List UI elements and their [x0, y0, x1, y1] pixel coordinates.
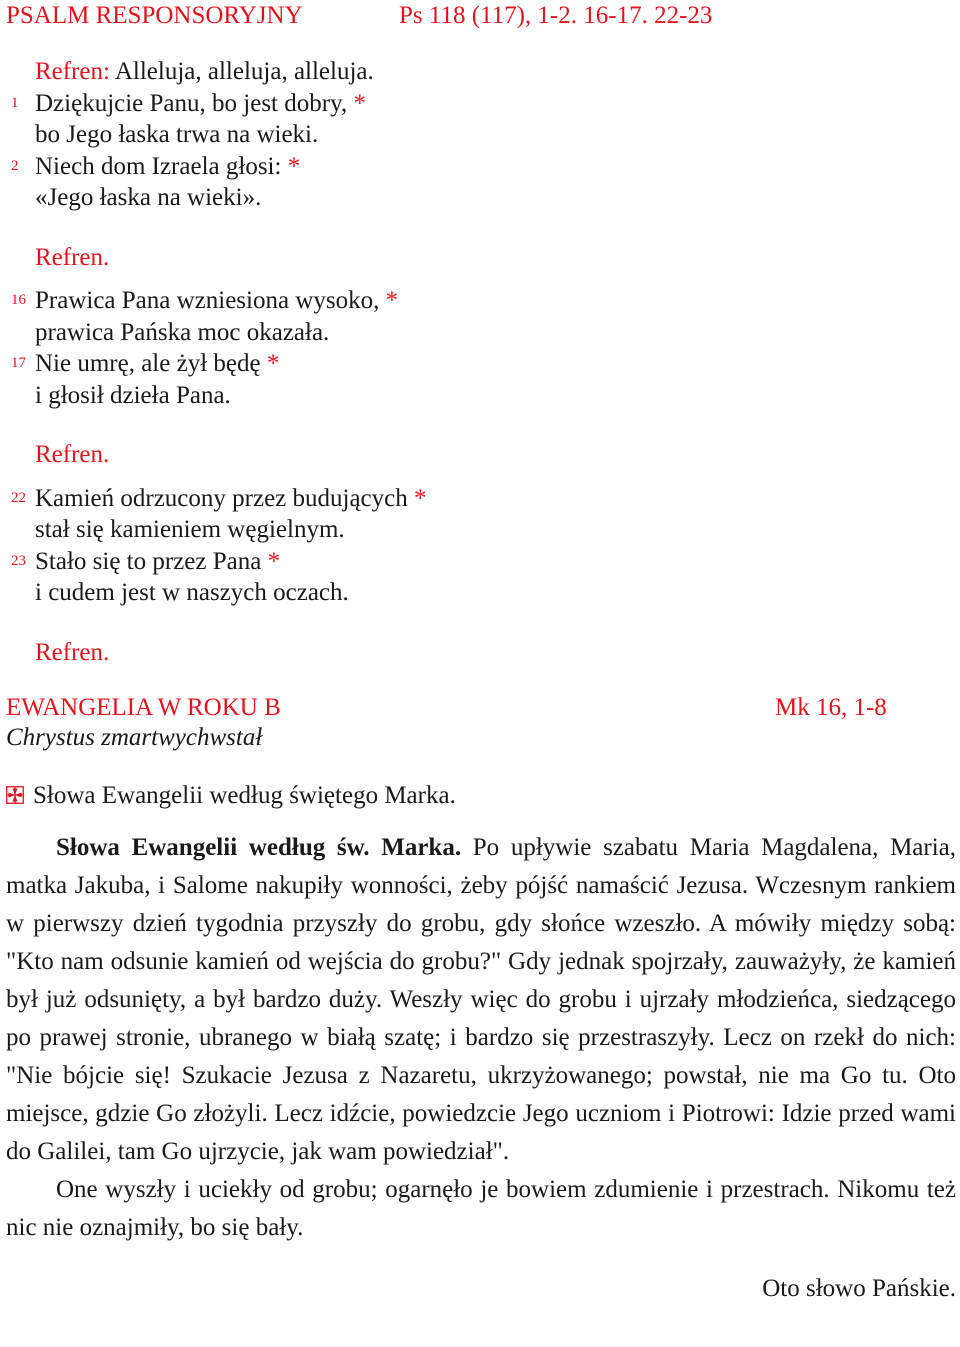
psalm-reference: Ps 118 (117), 1-2. 16-17. 22-23 — [399, 2, 713, 29]
verse-line — [11, 285, 956, 317]
asterisk-mark: * — [267, 547, 281, 575]
psalm-strophe-2 — [11, 285, 956, 411]
gospel-intro-text: Słowa Ewangelii według świętego Marka. — [33, 782, 456, 809]
verse-line — [35, 380, 956, 412]
asterisk-mark: * — [385, 287, 399, 314]
gospel-intro — [6, 780, 956, 812]
verse-line — [35, 577, 956, 609]
psalm-body — [6, 56, 956, 668]
verse-text: Stało się to przez Pana — [35, 547, 262, 575]
verse-line — [35, 182, 956, 214]
verse-line — [11, 546, 956, 578]
refrain-short: Refren. — [35, 243, 110, 271]
verse-number: 23 — [11, 552, 26, 569]
verse-text: Niech dom Izraela głosi: — [35, 152, 282, 180]
gospel-subtitle: Chrystus zmartwychwstał — [6, 724, 263, 751]
verse-number: 22 — [11, 489, 26, 506]
verse-text: prawica Pańska moc okazała. — [35, 318, 330, 346]
gospel-paragraph-1-text: Po upływie szabatu Maria Magdalena, Maria, matka Jakuba, i Salome nakupiły wonności, żeby pójść namaścić Jezusa. Wczesnym rankiem w pierwszy dzień tygodnia przyszły do grobu, gdy słońce wzeszło. A mówiły między sobą: "Kto nam odsunie kamień od wejścia do grobu?" Gdy jednak spojrzały, zauważyły, że kamień był już odsunięty, a był bardzo duży. Weszły więc do grobu i ujrzały młodzieńca, siedzącego po prawej stronie, ubranego w białą szatę; i bardzo się przestraszyły. Lecz on rzekł do nich: "Nie bójcie się! Szukacie Jezusa z Nazaretu, ukrzyżowanego; powstał, nie ma Go tu. Oto miejsce, gdzie Go złożyli. Lecz idźcie, powiedzcie Jego uczniom i Piotrowi: Idzie przed wami do Galilei, tam Go ujrzycie, jak wam powiedział". — [6, 833, 957, 1165]
verse-text: Kamień odrzucony przez budujących — [35, 484, 408, 512]
verse-line — [35, 317, 956, 349]
asterisk-mark: * — [353, 89, 366, 117]
verse-number: 16 — [11, 292, 26, 308]
verse-line — [11, 88, 956, 120]
asterisk-mark: * — [266, 350, 280, 377]
verse-number: 1 — [11, 94, 19, 111]
verse-text: stał się kamieniem węgielnym. — [35, 516, 345, 543]
refrain-text: Alleluja, alleluja, alleluja. — [114, 58, 374, 85]
verse-text: Dziękujcie Panu, bo jest dobry, — [35, 89, 348, 117]
asterisk-mark: * — [287, 152, 301, 180]
verse-text: Nie umrę, ale żył będę — [35, 350, 261, 377]
verse-text: «Jego łaska na wieki». — [35, 184, 262, 211]
verse-line — [35, 119, 956, 151]
verse-text: Prawica Pana wzniesiona wysoko, — [35, 287, 380, 314]
cross-icon — [6, 786, 24, 804]
gospel-opening-bold: Słowa Ewangelii według św. Marka. — [56, 833, 462, 861]
gospel-paragraph-1 — [6, 829, 956, 1171]
verse-text: i głosił dzieła Pana. — [35, 381, 231, 409]
psalm-strophe-3 — [11, 483, 956, 609]
asterisk-mark: * — [414, 484, 427, 512]
verse-line — [11, 348, 956, 380]
verse-line — [35, 514, 956, 546]
refrain-short: Refren. — [35, 638, 110, 666]
verse-number: 2 — [11, 157, 19, 174]
psalm-title: PSALM RESPONSORYJNY — [6, 2, 303, 29]
verse-line — [11, 151, 956, 183]
gospel-title: EWANGELIA W ROKU B — [6, 694, 281, 721]
verse-text: bo Jego łaska trwa na wieki. — [35, 121, 319, 148]
refrain-line — [35, 56, 956, 88]
gospel-text — [6, 829, 956, 1247]
verse-line — [11, 483, 956, 515]
verse-text: i cudem jest w naszych oczach. — [35, 579, 349, 606]
page — [6, 0, 956, 1304]
refrain-label: Refren: — [35, 58, 110, 85]
psalm-strophe-1 — [11, 88, 956, 214]
verse-number: 17 — [11, 355, 26, 371]
refrain-short: Refren. — [35, 441, 110, 468]
gospel-paragraph-2: One wyszły i uciekły od grobu; ogarnęło je bowiem zdumienie i przestrach. Nikomu też nic nie oznajmiły, bo się bały. — [6, 1175, 956, 1241]
gospel-reference: Mk 16, 1-8 — [775, 694, 887, 721]
gospel-header — [6, 692, 956, 723]
closing-acclamation: Oto słowo Pańskie. — [762, 1274, 956, 1302]
psalm-header — [6, 0, 956, 31]
